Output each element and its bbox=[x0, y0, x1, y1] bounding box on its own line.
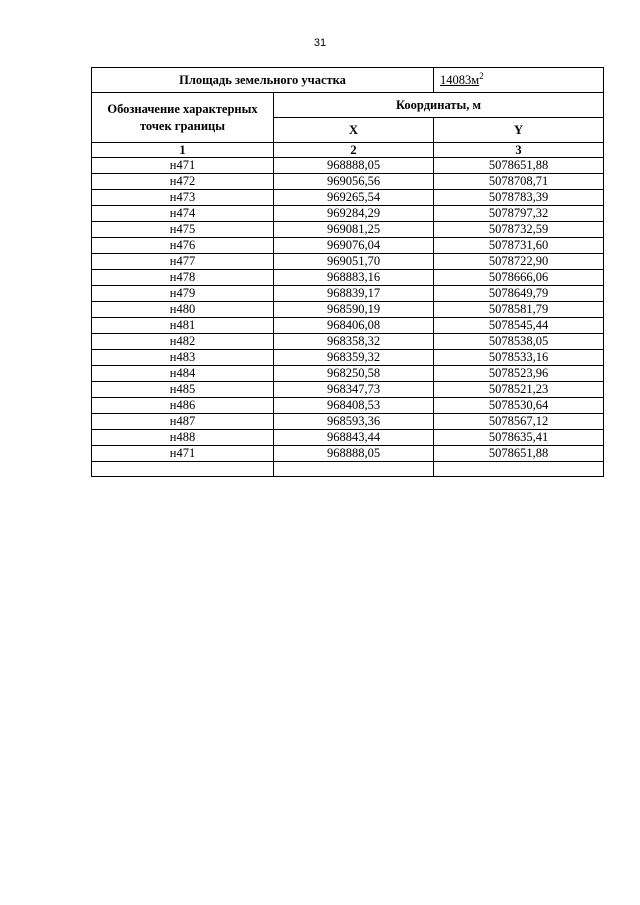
area-value bbox=[440, 73, 479, 87]
y-cell: 5078797,32 bbox=[434, 206, 604, 222]
y-cell: 5078567,12 bbox=[434, 414, 604, 430]
x-cell: 968593,36 bbox=[274, 414, 434, 430]
y-cell: 5078545,44 bbox=[434, 318, 604, 334]
table-row bbox=[92, 318, 604, 334]
table-row bbox=[92, 174, 604, 190]
x-cell: 968408,53 bbox=[274, 398, 434, 414]
point-cell: н483 bbox=[92, 350, 274, 366]
point-cell: н488 bbox=[92, 430, 274, 446]
point-cell: н476 bbox=[92, 238, 274, 254]
x-cell: 968843,44 bbox=[274, 430, 434, 446]
empty-row bbox=[92, 462, 604, 477]
header-row-1 bbox=[92, 93, 604, 118]
table-row bbox=[92, 414, 604, 430]
point-cell: н471 bbox=[92, 158, 274, 174]
table-row bbox=[92, 350, 604, 366]
area-number: 14083 bbox=[440, 72, 472, 87]
point-cell: н472 bbox=[92, 174, 274, 190]
x-cell: 968358,32 bbox=[274, 334, 434, 350]
table-row bbox=[92, 446, 604, 462]
point-cell: н473 bbox=[92, 190, 274, 206]
y-cell: 5078649,79 bbox=[434, 286, 604, 302]
table-row bbox=[92, 206, 604, 222]
y-header: Y bbox=[434, 118, 604, 143]
table-row bbox=[92, 222, 604, 238]
table-row bbox=[92, 270, 604, 286]
y-cell: 5078722,90 bbox=[434, 254, 604, 270]
x-cell: 969265,54 bbox=[274, 190, 434, 206]
y-cell: 5078538,05 bbox=[434, 334, 604, 350]
point-cell: н481 bbox=[92, 318, 274, 334]
table-row bbox=[92, 366, 604, 382]
point-cell: н474 bbox=[92, 206, 274, 222]
point-cell: н482 bbox=[92, 334, 274, 350]
y-cell: 5078666,06 bbox=[434, 270, 604, 286]
table-row bbox=[92, 190, 604, 206]
page-number: 31 bbox=[313, 37, 327, 49]
x-cell: 968590,19 bbox=[274, 302, 434, 318]
point-cell: н479 bbox=[92, 286, 274, 302]
x-cell: 968883,16 bbox=[274, 270, 434, 286]
x-header: X bbox=[274, 118, 434, 143]
x-cell: 969284,29 bbox=[274, 206, 434, 222]
table-row bbox=[92, 238, 604, 254]
table-row bbox=[92, 382, 604, 398]
x-cell: 968888,05 bbox=[274, 446, 434, 462]
point-cell: н484 bbox=[92, 366, 274, 382]
points-header: Обозначение характерных точек границы bbox=[92, 93, 274, 143]
table-row bbox=[92, 158, 604, 174]
y-cell: 5078651,88 bbox=[434, 158, 604, 174]
table-row bbox=[92, 430, 604, 446]
x-cell: 969076,04 bbox=[274, 238, 434, 254]
y-cell: 5078651,88 bbox=[434, 446, 604, 462]
column-number-1: 1 bbox=[92, 143, 274, 158]
y-cell: 5078732,59 bbox=[434, 222, 604, 238]
column-number-row bbox=[92, 143, 604, 158]
area-value-cell bbox=[434, 68, 604, 93]
point-cell: н477 bbox=[92, 254, 274, 270]
y-cell: 5078581,79 bbox=[434, 302, 604, 318]
coordinates-header: Координаты, м bbox=[274, 93, 604, 118]
x-cell: 969081,25 bbox=[274, 222, 434, 238]
point-cell: н486 bbox=[92, 398, 274, 414]
y-cell: 5078523,96 bbox=[434, 366, 604, 382]
point-cell: н485 bbox=[92, 382, 274, 398]
x-cell: 969056,56 bbox=[274, 174, 434, 190]
y-cell: 5078530,64 bbox=[434, 398, 604, 414]
x-cell: 968359,32 bbox=[274, 350, 434, 366]
x-cell: 969051,70 bbox=[274, 254, 434, 270]
table-row bbox=[92, 398, 604, 414]
y-cell: 5078521,23 bbox=[434, 382, 604, 398]
table-row bbox=[92, 286, 604, 302]
column-number-3: 3 bbox=[434, 143, 604, 158]
empty-cell bbox=[434, 462, 604, 477]
point-cell: н471 bbox=[92, 446, 274, 462]
x-cell: 968406,08 bbox=[274, 318, 434, 334]
y-cell: 5078731,60 bbox=[434, 238, 604, 254]
table-row bbox=[92, 302, 604, 318]
point-cell: н480 bbox=[92, 302, 274, 318]
point-cell: н478 bbox=[92, 270, 274, 286]
x-cell: 968839,17 bbox=[274, 286, 434, 302]
empty-cell bbox=[274, 462, 434, 477]
y-cell: 5078635,41 bbox=[434, 430, 604, 446]
y-cell: 5078533,16 bbox=[434, 350, 604, 366]
area-unit: м bbox=[471, 72, 480, 87]
x-cell: 968250,58 bbox=[274, 366, 434, 382]
point-cell: н475 bbox=[92, 222, 274, 238]
x-cell: 968888,05 bbox=[274, 158, 434, 174]
empty-cell bbox=[92, 462, 274, 477]
area-row bbox=[92, 68, 604, 93]
coordinates-table bbox=[91, 67, 604, 477]
area-unit-superscript: 2 bbox=[479, 70, 484, 81]
column-number-2: 2 bbox=[274, 143, 434, 158]
area-label: Площадь земельного участка bbox=[92, 68, 434, 93]
y-cell: 5078708,71 bbox=[434, 174, 604, 190]
table-row bbox=[92, 334, 604, 350]
y-cell: 5078783,39 bbox=[434, 190, 604, 206]
x-cell: 968347,73 bbox=[274, 382, 434, 398]
point-cell: н487 bbox=[92, 414, 274, 430]
table-row bbox=[92, 254, 604, 270]
